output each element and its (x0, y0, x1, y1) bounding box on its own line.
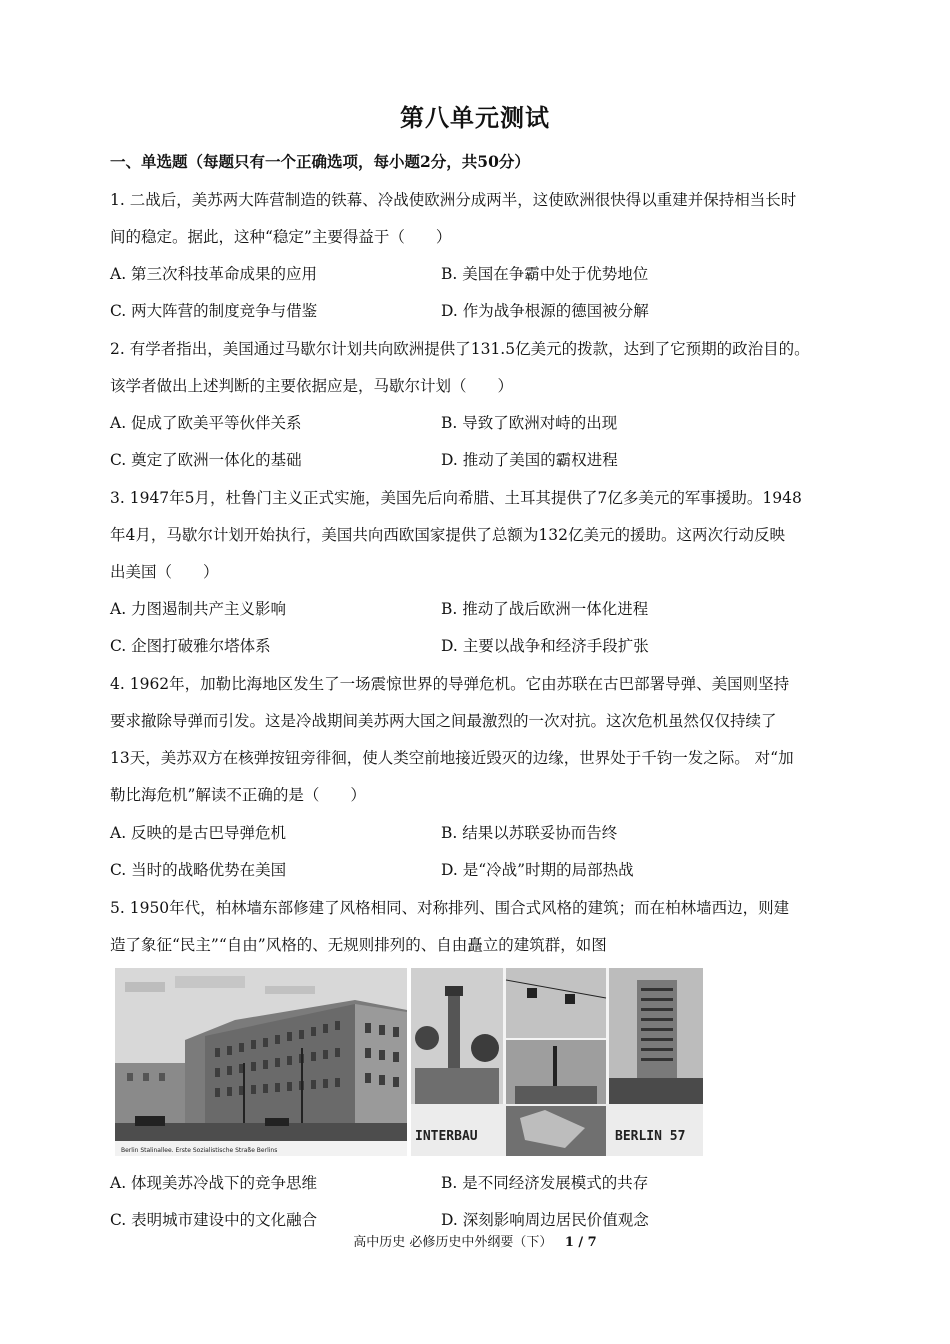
q2-option-c: C. 奠定了欧洲一体化的基础 (110, 451, 302, 469)
q2-stem-line-2: 该学者做出上述判断的主要依据应是，马歇尔计划（ ） (110, 377, 514, 395)
q4-stem-line-2: 要求撤除导弹而引发。这是冷战期间美苏两大国之间最激烈的一次对抗。这次危机虽然仅仅持续了 (110, 712, 777, 730)
east-berlin-photo (115, 968, 407, 1156)
berlin-architecture-figure (115, 968, 703, 1156)
footer-text: 高中历史 必修历史中外纲要（下） (353, 1235, 553, 1250)
q5-option-a: A. 体现美苏冷战下的竞争思维 (110, 1174, 318, 1192)
q3-stem-line-2: 年4月，马歇尔计划开始执行，美国共向西欧国家提供了总额为132亿美元的援助。这两次行动反映 (110, 526, 785, 544)
q1-option-d: D. 作为战争根源的德国被分解 (441, 302, 649, 320)
q4-option-b: B. 结果以苏联妥协而告终 (441, 824, 618, 842)
page-number: 1 / 7 (564, 1235, 597, 1250)
q1-stem-line-1: 1. 二战后，美苏两大阵营制造的铁幕、冷战使欧洲分成两半，这使欧洲很快得以重建并保持相当长时 (110, 191, 797, 209)
photo-caption: Berlin Stalinallee. Erste Sozialistische Straße Berlins (121, 1147, 278, 1154)
west-berlin-collage (411, 968, 703, 1156)
q3-stem-line-3: 出美国（ ） (110, 563, 219, 581)
q2-option-d: D. 推动了美国的霸权进程 (441, 451, 618, 469)
page-title: 第八单元测试 (400, 103, 550, 132)
q5-option-b: B. 是不同经济发展模式的共存 (441, 1174, 649, 1192)
interbau-label: INTERBAU (415, 1129, 478, 1144)
q1-option-a: A. 第三次科技革命成果的应用 (110, 265, 318, 283)
q4-stem-line-4: 勒比海危机”解读不正确的是（ ） (110, 786, 366, 804)
section-heading: 一、单选题（每题只有一个正确选项，每小题2分，共50分） (110, 152, 530, 171)
q2-stem-line-1: 2. 有学者指出，美国通过马歇尔计划共向欧洲提供了131.5亿美元的拨款，达到了它预期的政治目的。 (110, 340, 810, 358)
q4-stem-line-3: 13天，美苏双方在核弹按钮旁徘徊，使人类空前地接近毁灭的边缘，世界处于千钧一发之际。 对“加 (110, 749, 794, 767)
berlin57-label: BERLIN 57 (615, 1129, 686, 1144)
q5-stem-line-1: 5. 1950年代，柏林墙东部修建了风格相同、对称排列、围合式风格的建筑；而在柏林墙西边，则建 (110, 899, 790, 917)
q1-stem-line-2: 间的稳定。据此，这种“稳定”主要得益于（ ） (110, 228, 452, 246)
q3-stem-line-1: 3. 1947年5月，杜鲁门主义正式实施，美国先后向希腊、土耳其提供了7亿多美元的军事援助。1948 (110, 489, 802, 507)
q3-option-b: B. 推动了战后欧洲一体化进程 (441, 600, 649, 618)
q2-option-a: A. 促成了欧美平等伙伴关系 (110, 414, 302, 432)
q5-option-d: D. 深刻影响周边居民价值观念 (441, 1211, 649, 1229)
page-footer (0, 1231, 950, 1250)
q5-option-c: C. 表明城市建设中的文化融合 (110, 1211, 318, 1229)
q4-option-a: A. 反映的是古巴导弹危机 (110, 824, 287, 842)
q4-stem-line-1: 4. 1962年，加勒比海地区发生了一场震惊世界的导弹危机。它由苏联在古巴部署导弹、美国则坚持 (110, 675, 790, 693)
q3-option-c: C. 企图打破雅尔塔体系 (110, 637, 271, 655)
q2-option-b: B. 导致了欧洲对峙的出现 (441, 414, 618, 432)
q3-option-d: D. 主要以战争和经济手段扩张 (441, 637, 649, 655)
q5-stem-line-2: 造了象征“民主”“自由”风格的、无规则排列的、自由矗立的建筑群，如图 (110, 936, 607, 954)
q4-option-d: D. 是“冷战”时期的局部热战 (441, 861, 634, 879)
q1-option-b: B. 美国在争霸中处于优势地位 (441, 265, 649, 283)
q4-option-c: C. 当时的战略优势在美国 (110, 861, 287, 879)
q1-option-c: C. 两大阵营的制度竞争与借鉴 (110, 302, 318, 320)
q3-option-a: A. 力图遏制共产主义影响 (110, 600, 287, 618)
